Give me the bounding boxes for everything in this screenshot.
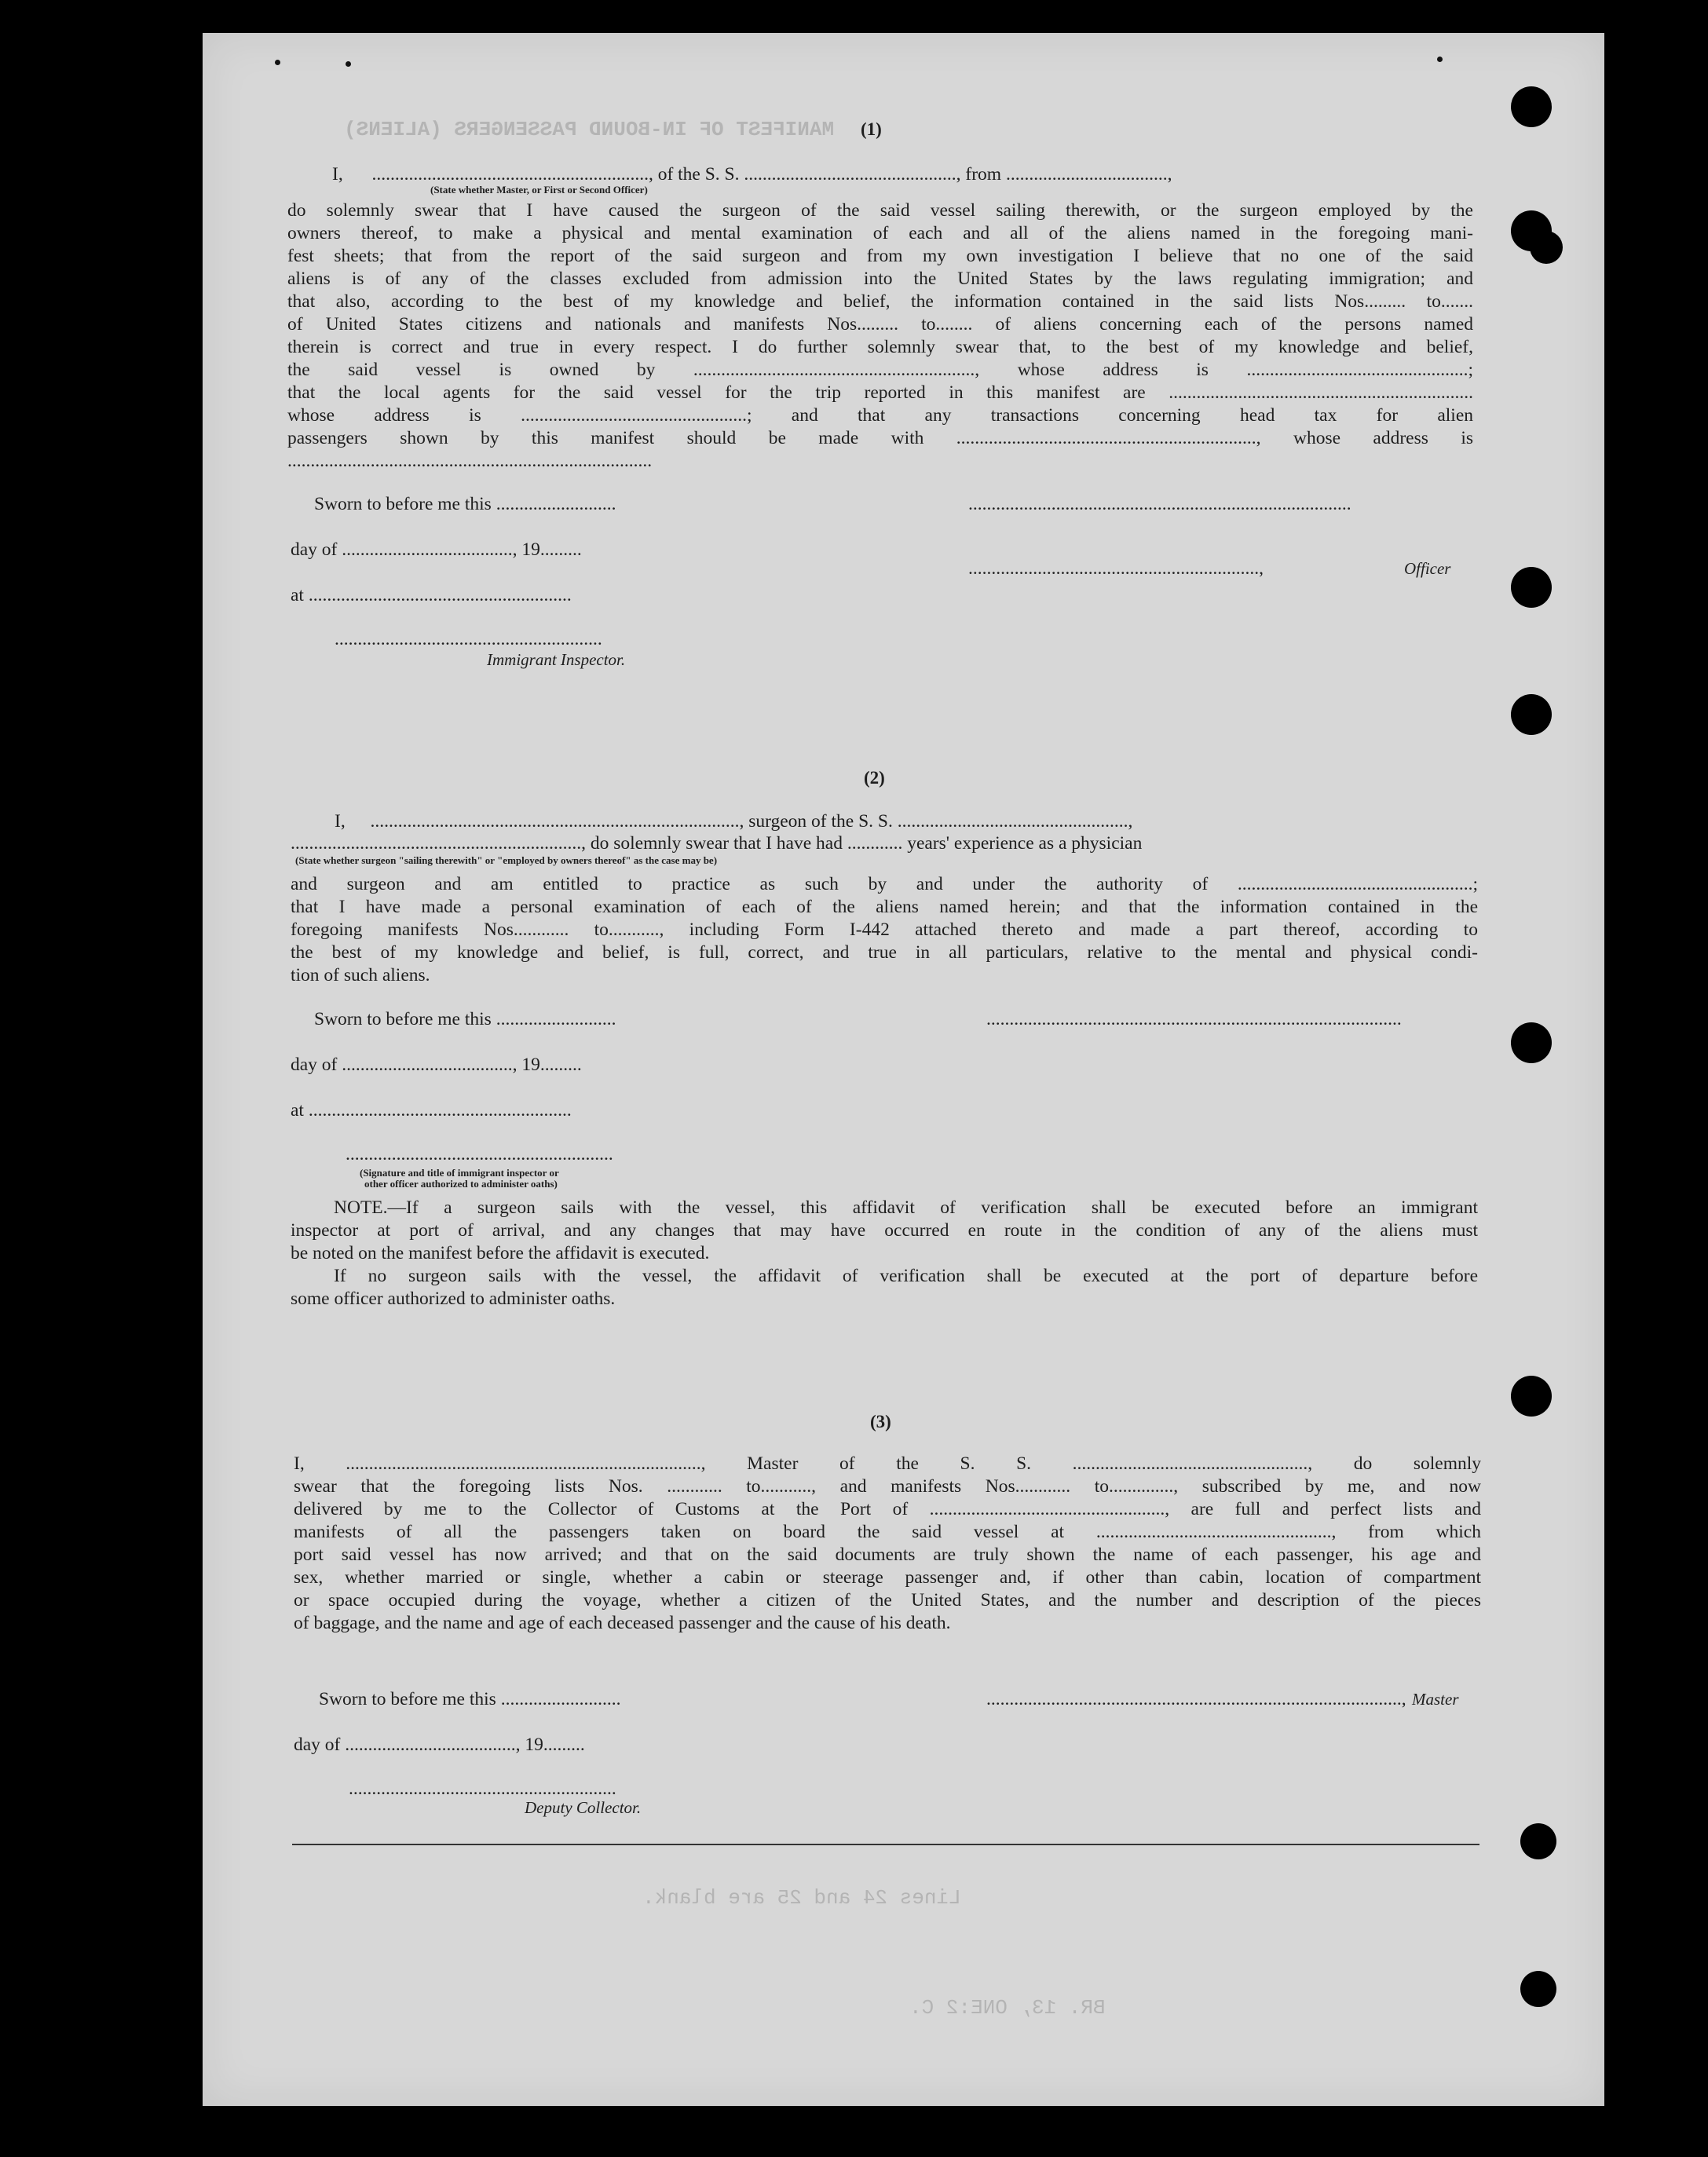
s2-note-line: be noted on the manifest before the affidavit is executed. xyxy=(291,1243,710,1263)
s3-master-line: .........................................................................................., xyxy=(986,1689,1406,1709)
s2-at: at ......................................................... xyxy=(291,1100,572,1121)
s3-body-line: manifests of all the passengers taken on board the said vessel at ..................................................., from which xyxy=(294,1522,1481,1542)
speck-dot xyxy=(346,61,351,67)
speck-dot xyxy=(275,60,280,65)
s1-body-line: fest sheets; that from the report of the said surgeon and from my own investigation I believe that no one of the said xyxy=(287,246,1473,266)
s3-body-line: sex, whether married or single, whether a cabin or steerage passenger and, if other than cabin, location of compartment xyxy=(294,1567,1481,1588)
s1-body xyxy=(287,199,1473,473)
s2-note-line: some officer authorized to administer oaths. xyxy=(291,1289,616,1309)
binder-hole xyxy=(1520,1823,1556,1859)
s2-sig-line: .......................................................... xyxy=(346,1144,613,1164)
s1-officer-line: ................................................................................... xyxy=(968,494,1351,514)
s2-sworn: Sworn to before me this .......................... xyxy=(314,1009,616,1029)
binder-hole xyxy=(1511,567,1552,608)
binder-hole xyxy=(1530,231,1563,264)
s1-body-line: passengers shown by this manifest should be made with ................................................................., whose address is xyxy=(287,428,1473,448)
s1-body-line: owners thereof, to make a physical and mental examination of each and all of the aliens named in the foregoing mani- xyxy=(287,223,1473,243)
s2-note xyxy=(291,1197,1478,1311)
s2-body-line: tion of such aliens. xyxy=(291,965,430,985)
s2-body-line: and surgeon and am entitled to practice as such by and under the authority of ...................................................; xyxy=(291,874,1478,894)
s1-body-line: that the local agents for the said vessel for the trip reported in this manifest are .................................................................. xyxy=(287,382,1473,403)
s2-body-line: the best of my knowledge and belief, is full, correct, and true in all particulars, relative to the mental and physical condi- xyxy=(291,942,1478,963)
s1-body-line: aliens is of any of the classes excluded from admission into the United States by the laws regulating immigration; and xyxy=(287,269,1473,289)
s2-note-line: NOTE.—If a surgeon sails with the vessel, this affidavit of verification shall be executed before an immigrant xyxy=(334,1197,1478,1218)
s3-body-line: or space occupied during the voyage, whether a citizen of the United States, and the number and description of the pieces xyxy=(294,1590,1481,1610)
binder-hole xyxy=(1520,1971,1556,2007)
s1-final-dots: ............................................................................... xyxy=(287,451,653,471)
s1-body-line: therein is correct and true in every respect. I do further solemnly swear that, to the best of my knowledge and belief, xyxy=(287,337,1473,357)
s2-note-line: If no surgeon sails with the vessel, the affidavit of verification shall be executed at the port of departure before xyxy=(334,1266,1478,1286)
s2-body-line: that I have made a personal examination of each of the aliens named herein; and that the information contained in the xyxy=(291,897,1478,917)
s1-line-1: I, ............................................................, of the S. S. .............................................., from ..................................., xyxy=(332,164,1172,185)
binder-hole xyxy=(1511,1022,1552,1063)
s1-dayof: day of ....................................., 19......... xyxy=(291,539,582,560)
s3-body-line: delivered by me to the Collector of Customs at the Port of ..................................................., are full and perfect lists and xyxy=(294,1499,1481,1519)
speck-dot xyxy=(1437,57,1443,62)
s1-body-line: whose address is .................................................; and that any transactions concerning head tax for alien xyxy=(287,405,1473,426)
s3-master-label: Master xyxy=(1412,1690,1459,1709)
s2-line-1: I, ................................................................................, surgeon of the S. S. .................................................., xyxy=(335,811,1133,832)
s1-body-line: of United States citizens and nationals and manifests Nos......... to........ of aliens concerning each of the persons named xyxy=(287,314,1473,335)
s1-body-line: that also, according to the best of my knowledge and belief, the information contained in the said lists Nos......... to....... xyxy=(287,291,1473,312)
s1-body-line: do solemnly swear that I have caused the surgeon of the said vessel sailing therewith, or the surgeon employed by the xyxy=(287,200,1473,221)
binder-hole xyxy=(1511,1376,1552,1417)
s2-line-2: ..............................................................., do solemnly swear that I have had ............ years' experience as a physician xyxy=(291,833,1143,854)
binder-hole xyxy=(1511,694,1552,735)
s3-collector-line: .......................................................... xyxy=(349,1779,616,1799)
bottom-rule xyxy=(292,1844,1479,1845)
binder-hole xyxy=(1511,86,1552,127)
s2-sig-caption-2: other officer authorized to administer oaths) xyxy=(364,1178,558,1190)
s1-inspector-line: .......................................................... xyxy=(335,629,602,649)
section-2-number: (2) xyxy=(864,768,885,788)
s1-officer-caption: (State whether Master, or First or Second Officer) xyxy=(430,184,648,196)
s3-body-line: port said vessel has now arrived; and that on the said documents are truly shown the name of each passenger, his age and xyxy=(294,1545,1481,1565)
s3-collector-label: Deputy Collector. xyxy=(525,1798,642,1817)
s2-body-line: foregoing manifests Nos............ to..........., including Form I-442 attached thereto and made a part thereof, according to xyxy=(291,919,1478,940)
s3-body-line: of baggage, and the name and age of each deceased passenger and the cause of his death. xyxy=(294,1613,951,1633)
bleed-through-footer-2: BR. 13, ONE:2 C. xyxy=(909,1996,1106,2020)
section-3-number: (3) xyxy=(870,1412,891,1431)
bleed-through-footer-1: Lines 24 and 25 are blank. xyxy=(642,1886,961,1910)
s3-body-line: I, ............................................................................., Master of the S. S. ..................................................., do solemnly xyxy=(294,1453,1481,1474)
s2-sig-caption-1: (Signature and title of immigrant inspector or xyxy=(360,1167,559,1179)
document-page xyxy=(203,33,1604,2106)
section-1-number: (1) xyxy=(861,119,882,139)
bleed-through-heading: MANIFEST OF IN-BOUND PASSENGERS (ALIENS) xyxy=(344,118,835,141)
s2-dayof: day of ....................................., 19......... xyxy=(291,1055,582,1075)
s1-at: at ......................................................... xyxy=(291,585,572,605)
s3-sworn: Sworn to before me this .......................... xyxy=(319,1689,621,1709)
s2-right-line: .......................................................................................... xyxy=(986,1009,1402,1029)
s1-body-line: the said vessel is owned by ............................................................., whose address is ................................................; xyxy=(287,360,1473,380)
s3-body xyxy=(294,1453,1481,1635)
s3-body-line: swear that the foregoing lists Nos. ............ to..........., and manifests Nos............ to.............., subscribed by me, and now xyxy=(294,1476,1481,1497)
s1-sworn: Sworn to before me this .......................... xyxy=(314,494,616,514)
s1-officer-dots: ..............................................................., xyxy=(968,558,1264,579)
s2-note-line: inspector at port of arrival, and any changes that may have occurred en route in the condition of any of the aliens must xyxy=(291,1220,1478,1241)
s1-inspector-label: Immigrant Inspector. xyxy=(487,650,626,669)
s1-officer-label: Officer xyxy=(1404,559,1451,578)
s2-surgeon-caption: (State whether surgeon "sailing therewith" or "employed by owners thereof" as the case may be) xyxy=(295,854,718,866)
s3-dayof: day of ....................................., 19......... xyxy=(294,1735,585,1755)
s2-body xyxy=(291,873,1478,987)
